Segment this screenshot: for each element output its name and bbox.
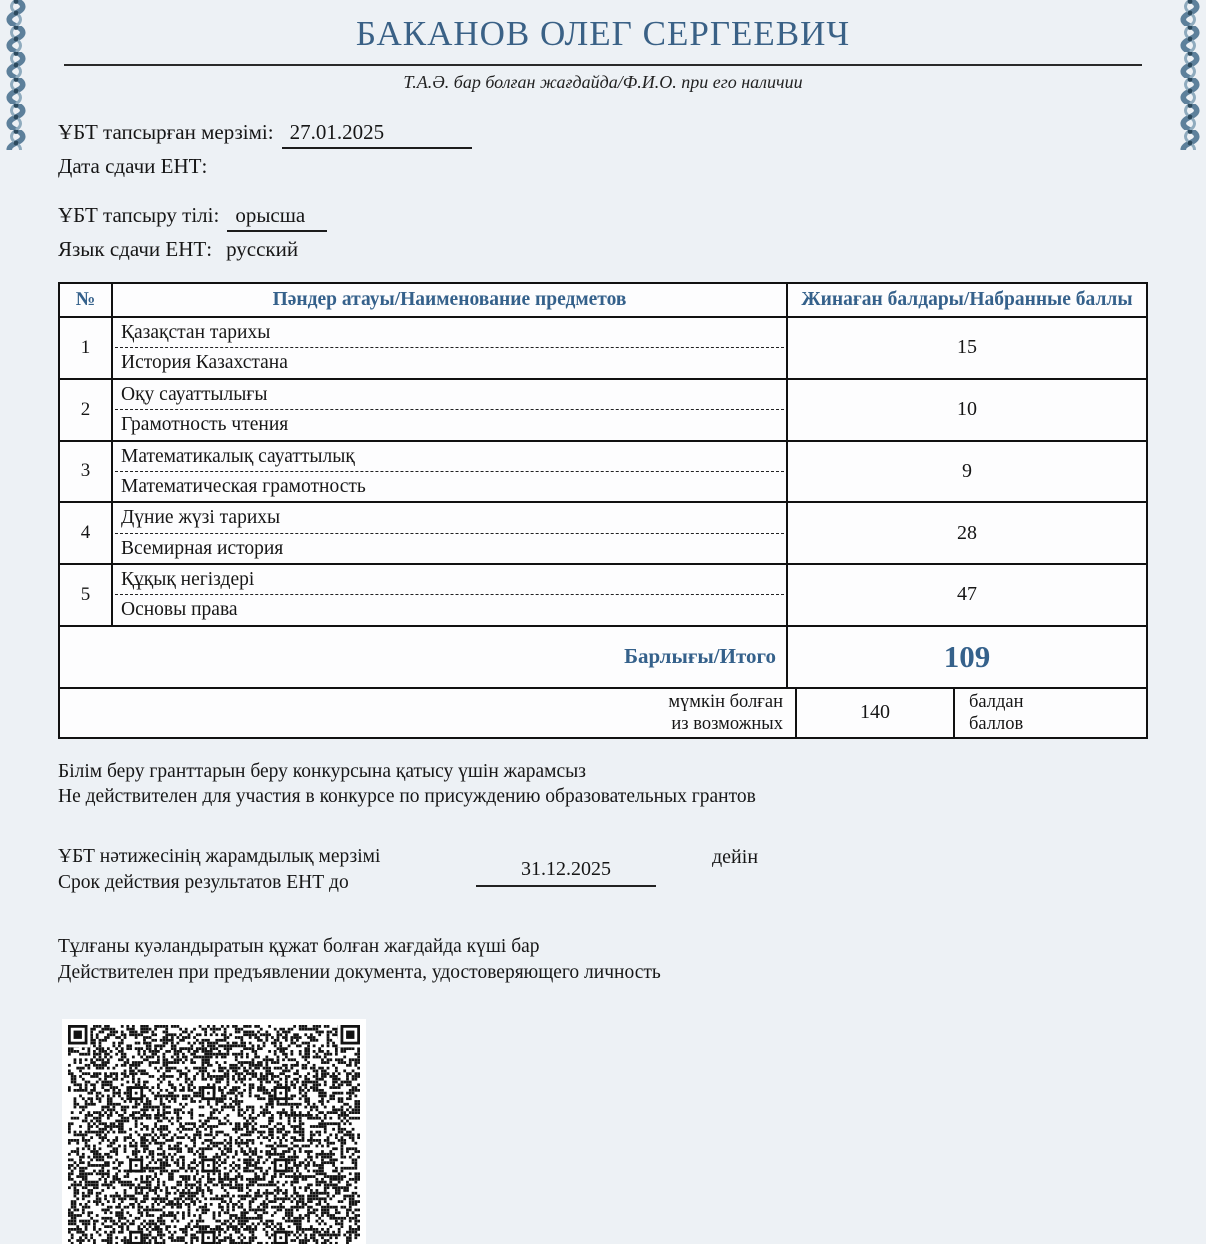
- total-row: [59, 626, 1147, 688]
- scores-table: [58, 282, 1148, 739]
- total-score-value: 109: [787, 626, 1147, 688]
- row-number: 2: [59, 379, 112, 441]
- subject-name-kk: Математикалық сауаттылық: [121, 445, 355, 467]
- col-header-number: №: [59, 283, 112, 317]
- test-date-label-ru: Дата сдачи ЕНТ:: [58, 154, 208, 179]
- grant-note-ru: Не действителен для участия в конкурсе по присуждению образовательных грантов: [58, 786, 756, 808]
- possible-score-row: [59, 688, 1147, 738]
- test-language-line-kk: [58, 202, 1148, 232]
- row-number: 1: [59, 317, 112, 379]
- validity-block: [58, 844, 1148, 897]
- table-row: [59, 564, 1147, 626]
- test-date-line-ru: [58, 153, 1148, 179]
- subject-name-ru: Основы права: [121, 599, 238, 621]
- spacer: [58, 180, 1148, 202]
- points-label: балдан баллов: [969, 691, 1024, 734]
- id-note-kk: Тұлғаны куәландыратын құжат болған жағдайда күші бар: [58, 936, 540, 958]
- guilloche-border-right: [1174, 0, 1206, 150]
- subject-name-ru: Математическая грамотность: [121, 475, 366, 497]
- subject-name-kk: Құқық негіздері: [121, 569, 255, 590]
- table-row: [59, 441, 1147, 503]
- subject-score: 28: [787, 502, 1147, 564]
- name-caption: Т.А.Ә. бар болған жағдайда/Ф.И.О. при его наличии: [403, 72, 803, 92]
- qr-code-container: [62, 1019, 366, 1244]
- test-date-line-kk: [58, 119, 1148, 149]
- id-note-ru: Действителен при предъявлении документа, удостоверяющего личность: [58, 961, 661, 983]
- subject-name-ru: История Казахстана: [121, 352, 288, 374]
- test-language-value-kk: орысша: [227, 202, 327, 232]
- test-date-value: 27.01.2025: [282, 119, 472, 149]
- validity-label-kk: ҰБТ нәтижесінің жарамдылық мерзімі: [58, 845, 381, 867]
- table-row: [59, 502, 1147, 564]
- col-header-score: Жинаған балдары/Набранные баллы: [787, 283, 1147, 317]
- row-number: 5: [59, 564, 112, 626]
- row-number: 3: [59, 441, 112, 503]
- subject-score: 9: [787, 441, 1147, 503]
- col-header-subject: Пәндер атауы/Наименование предметов: [112, 283, 787, 317]
- possible-max-value: 140: [795, 689, 955, 737]
- test-language-label-ru: Язык сдачи ЕНТ:: [58, 236, 213, 261]
- row-number: 4: [59, 502, 112, 564]
- test-language-value-ru: русский: [226, 236, 299, 261]
- test-date-label-kk: ҰБТ тапсырған мерзімі:: [58, 120, 274, 144]
- test-language-line-ru: [58, 236, 1148, 262]
- scores-header-row: [59, 283, 1147, 317]
- total-label: Барлығы/Итого: [59, 626, 787, 688]
- subject-name-kk: Қазақстан тарихы: [121, 322, 271, 343]
- qr-code: [68, 1025, 360, 1244]
- grant-eligibility-note: [58, 759, 1148, 810]
- subject-name-ru: Грамотность чтения: [121, 414, 289, 436]
- possible-label: мүмкін болған из возможных: [668, 691, 783, 734]
- subject-score: 47: [787, 564, 1147, 626]
- test-language-label-kk: ҰБТ тапсыру тілі:: [58, 202, 220, 227]
- guilloche-border-left: [0, 0, 32, 150]
- certificate-sheet: [34, 0, 1172, 1244]
- validity-date-value: 31.12.2025: [476, 844, 656, 887]
- subject-score: 10: [787, 379, 1147, 441]
- id-requirement-note: [58, 934, 1148, 985]
- table-row: [59, 317, 1147, 379]
- holder-name-title: БАКАНОВ ОЛЕГ СЕРГЕЕВИЧ: [355, 14, 851, 53]
- subject-name-kk: Дүние жүзі тарихы: [121, 507, 281, 529]
- subject-name-kk: Оқу сауаттылығы: [121, 383, 268, 405]
- subject-name-ru: Всемирная история: [121, 537, 284, 559]
- table-row: [59, 379, 1147, 441]
- subject-score: 15: [787, 317, 1147, 379]
- notes-section: [58, 759, 1148, 985]
- grant-note-kk: Білім беру гранттарын беру конкурсына қатысу үшін жарамсыз: [58, 761, 586, 783]
- validity-suffix-kk: дейін: [712, 845, 759, 868]
- test-meta-fields: [58, 119, 1148, 262]
- title-divider: [64, 64, 1142, 66]
- validity-label-ru: Срок действия результатов ЕНТ до: [58, 872, 349, 894]
